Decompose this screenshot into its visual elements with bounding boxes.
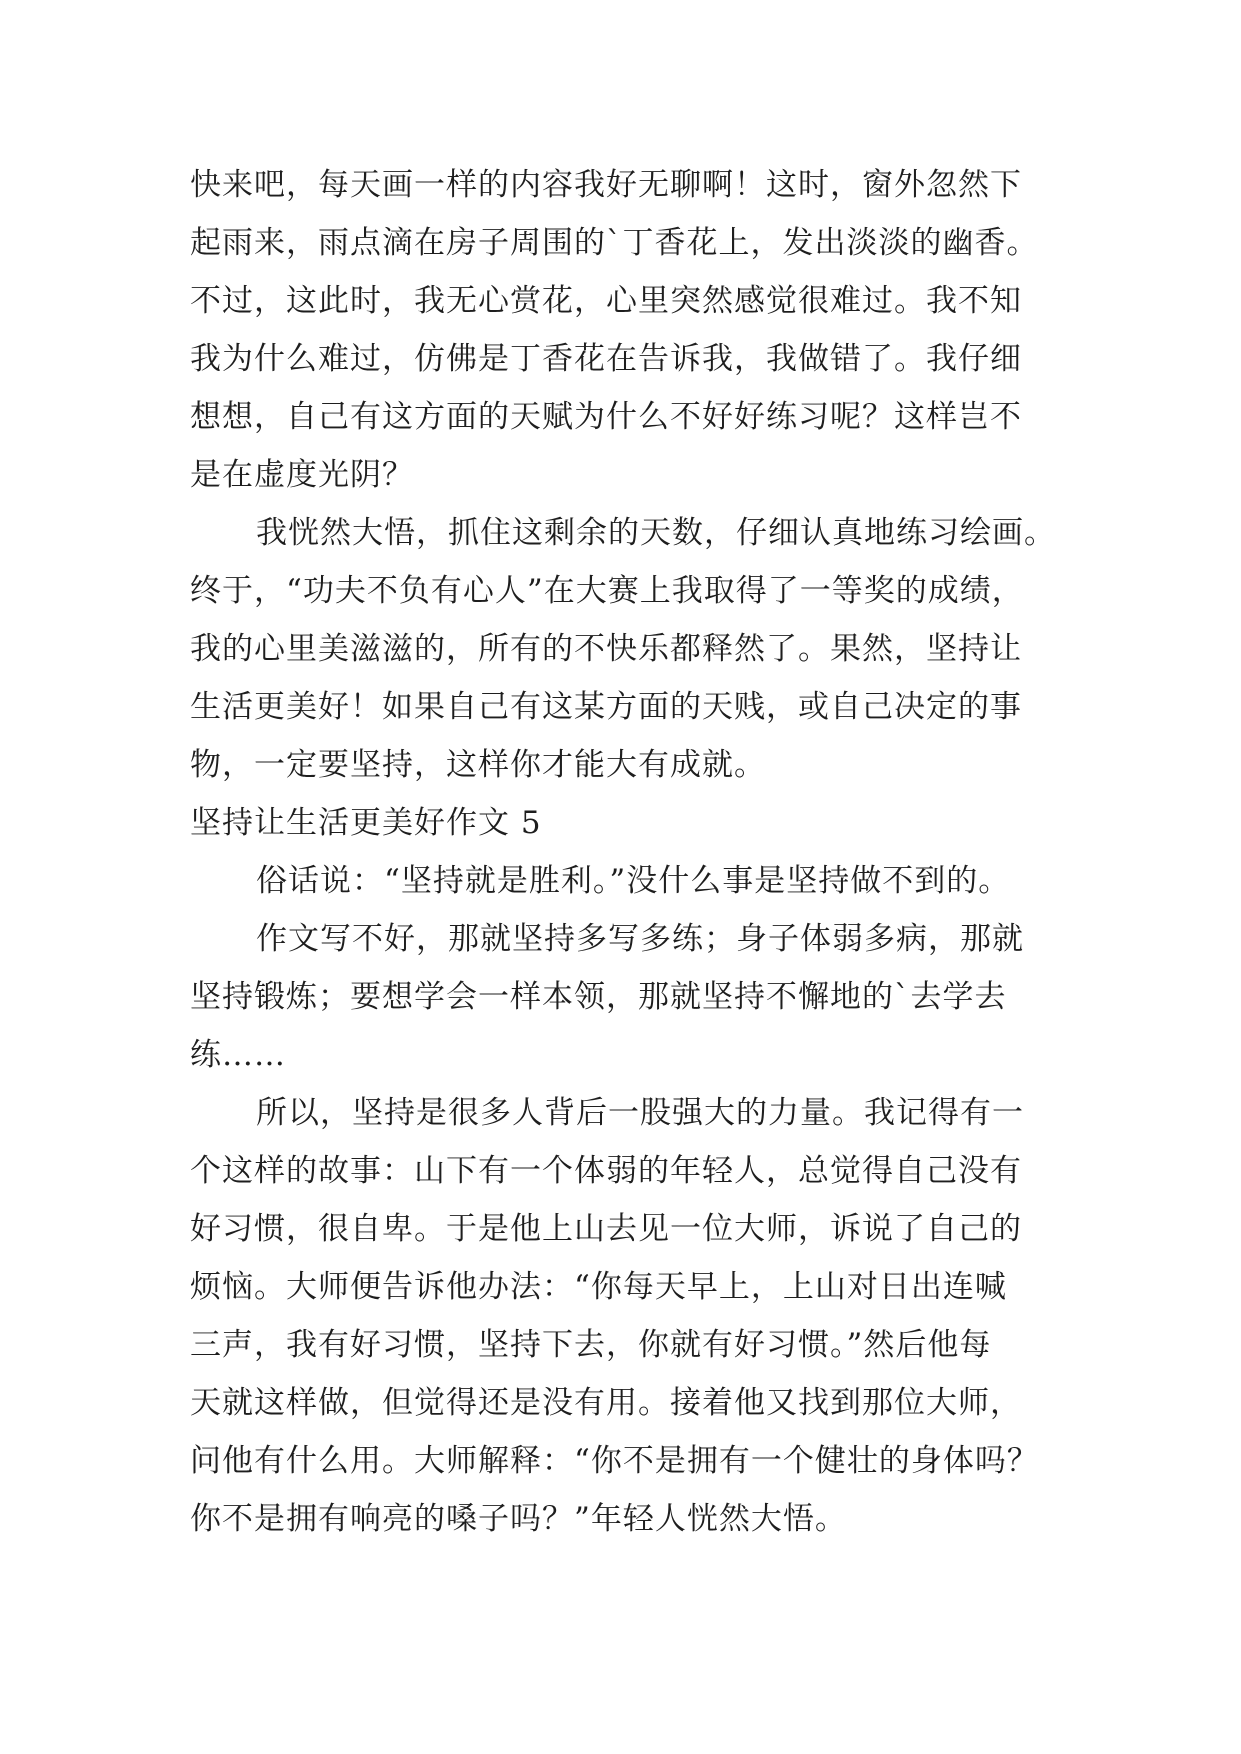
text-line: 好习惯，很自卑。于是他上山去见一位大师，诉说了自己的 [190, 1211, 1022, 1247]
text-line: 我的心里美滋滋的，所有的不快乐都释然了。果然，坚持让 [190, 631, 1022, 667]
text-line: 我为什么难过，仿佛是丁香花在告诉我，我做错了。我仔细 [190, 341, 1022, 377]
text-line: 生活更美好！如果自己有这某方面的天贱，或自己决定的事 [190, 689, 1022, 725]
text-line: 三声，我有好习惯，坚持下去，你就有好习惯。”然后他每 [190, 1327, 992, 1363]
text-line: 作文写不好，那就坚持多写多练；身子体弱多病，那就 [256, 921, 1024, 957]
text-line: 天就这样做，但觉得还是没有用。接着他又找到那位大师， [190, 1385, 1022, 1421]
text-line: 快来吧，每天画一样的内容我好无聊啊！这时，窗外忽然下 [190, 167, 1022, 203]
text-line: 我恍然大悟，抓住这剩余的天数，仔细认真地练习绘画。 [256, 515, 1056, 551]
text-line: 坚持锻炼；要想学会一样本领，那就坚持不懈地的`去学去 [190, 979, 1007, 1015]
text-line: 终于，“功夫不负有心人”在大赛上我取得了一等奖的成绩， [190, 573, 1024, 609]
text-line: 是在虚度光阴？ [190, 457, 414, 493]
text-line: 想想，自己有这方面的天赋为什么不好好练习呢？这样岂不 [190, 399, 1022, 435]
text-line: 不过，这此时，我无心赏花，心里突然感觉很难过。我不知 [190, 283, 1022, 319]
text-line: 练…… [190, 1037, 286, 1073]
text-line: 所以，坚持是很多人背后一股强大的力量。我记得有一 [256, 1095, 1024, 1131]
essay-heading: 坚持让生活更美好作文 5 [190, 805, 542, 841]
text-line: 俗话说：“坚持就是胜利。”没什么事是坚持做不到的。 [256, 863, 1011, 899]
text-line: 个这样的故事：山下有一个体弱的年轻人，总觉得自己没有 [190, 1153, 1022, 1189]
text-line: 你不是拥有响亮的嗓子吗？”年轻人恍然大悟。 [190, 1501, 847, 1537]
text-line: 物，一定要坚持，这样你才能大有成就。 [190, 747, 766, 783]
text-line: 烦恼。大师便告诉他办法：“你每天早上，上山对日出连喊 [190, 1269, 1007, 1305]
text-line: 起雨来，雨点滴在房子周围的`丁香花上，发出淡淡的幽香。 [190, 225, 1039, 261]
text-line: 问他有什么用。大师解释：“你不是拥有一个健壮的身体吗？ [190, 1443, 1039, 1479]
